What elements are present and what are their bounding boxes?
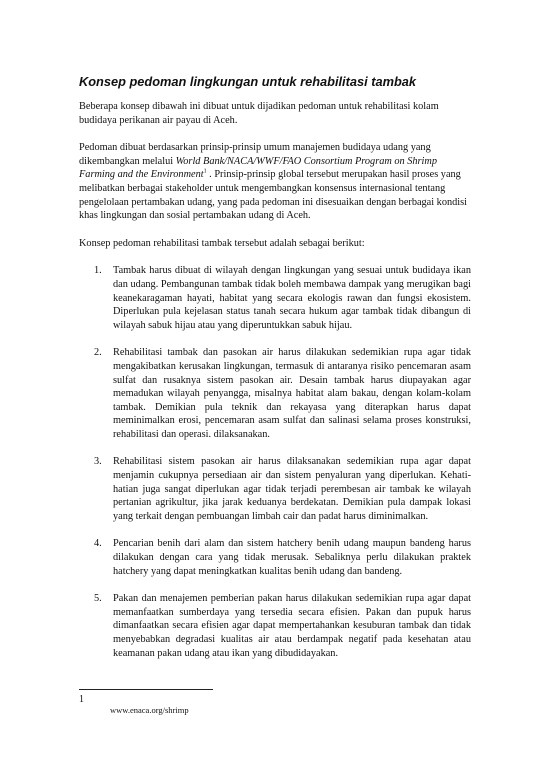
- principles-paragraph: [79, 141, 471, 223]
- list-item-number: 2.: [94, 347, 102, 359]
- list-intro: Konsep pedoman rehabilitasi tambak tersebut adalah sebagai berikut:: [79, 237, 365, 249]
- list-item-text: Pencarian benih dari alam dan sistem hatchery benih udang maupun bandeng harus dilakukan dengan cara yang tidak merusak. Sebaliknya perlu dilakukan praktek hatchery yang dapat meningkatkan kualitas benih udang dan bandeng.: [113, 538, 471, 577]
- list-item: [79, 455, 471, 523]
- list-item-text: Tambak harus dibuat di wilayah dengan lingkungan yang sesuai untuk budidaya ikan dan udang. Pembangunan tambak tidak boleh membawa dampak yang merugikan bagi keanekaragaman hayati, habitat yang secara ekologis rawan dan fungsi ekosistem. Diperlukan pula kejelasan status tanah secara hukum agar tambak tidak dibangun di wilayah sabuk hijau atau yang diperuntukkan sabuk hijau.: [113, 265, 471, 331]
- list-item: [79, 592, 471, 660]
- list-item: [79, 264, 471, 332]
- list-item: [79, 537, 471, 578]
- list-item-number: 3.: [94, 456, 102, 468]
- intro-paragraph: Beberapa konsep dibawah ini dibuat untuk dijadikan pedoman untuk rehabilitasi kolam budidaya perikanan air payau di Aceh.: [79, 101, 439, 126]
- list-item-text: Pakan dan menajemen pemberian pakan harus dilakukan sedemikian rupa agar dapat memanfaatkan sumberdaya yang tersedia secara efisien. Pakan dan pupuk harus dimanfaatkan secara efisien agar dapat mempertahankan kesuburan tambak dan tidak menyebabkan degradasi kualitas air atau berdampak negatif pada kesehatan atau keamanan pakan udang atau ikan yang dibudidayakan.: [113, 593, 471, 659]
- footnote-reference: 1: [203, 168, 207, 175]
- list-item-text: Rehabilitasi tambak dan pasokan air harus dilakukan sedemikian rupa agar tidak mengakibatkan kerusakan lingkungan, termasuk di antaranya risiko pencemaran asam sulfat dan rusaknya sistem pasokan air. Desain tambak harus diupayakan agar memadukan wilayah penyangga, misalnya habitat alam bakau, dengan kolam-kolam tambak. Demikian pula teknik dan rekayasa yang diterapkan harus dapat meminimalkan erosi, pencemaran asam sulfat dan salinasi selama proses konstruksi, rehabilitasi dan operasi. dilaksanakan.: [113, 347, 471, 440]
- list-item: [79, 346, 471, 441]
- list-item-number: 5.: [94, 593, 102, 605]
- footnote-number: 1: [79, 694, 84, 705]
- list-item-number: 4.: [94, 538, 102, 550]
- guideline-list: [79, 264, 471, 660]
- principles-text-start: Pedoman dibuat berdasarkan prinsip-prinsip umum manajemen budidaya udang yang dikembangkan melalui: [79, 142, 431, 167]
- footnote-divider: [79, 689, 213, 690]
- document-body: [79, 74, 471, 674]
- principles-text-end: . Prinsip-prinsip global tersebut merupakan hasil proses yang melibatkan berbagai stakeholder untuk mengembangkan konsensus internasional tentang pengelolaan pertambakan udang, yang pada pedoman ini disesuaikan dengan berbagai kondisi khas lingkungan dan sosial pertambakan udang di Aceh.: [79, 169, 468, 222]
- footnote-link[interactable]: www.enaca.org/shrimp: [110, 705, 189, 715]
- program-name: World Bank/NACA/WWF/FAO Consortium Program on Shrimp Farming and the Environment: [79, 155, 437, 181]
- list-item-text: Rehabilitasi sistem pasokan air harus dilaksanakan sedemikian rupa agar dapat menjamin cukupnya persediaan air dan sistem penyaluran yang diperlukan. Kehati-hatian juga sangat diperlukan agar tidak terjadi perembesan air tambak ke wilayah pertanian agrikultur, jika jarak keduanya berdekatan. Demikian pula dampak lokasi yang terkait dengan pembuangan limbah cair dan padat harus diminimalkan.: [113, 456, 471, 522]
- list-item-number: 1.: [94, 265, 102, 277]
- document-title: Konsep pedoman lingkungan untuk rehabilitasi tambak: [79, 74, 417, 89]
